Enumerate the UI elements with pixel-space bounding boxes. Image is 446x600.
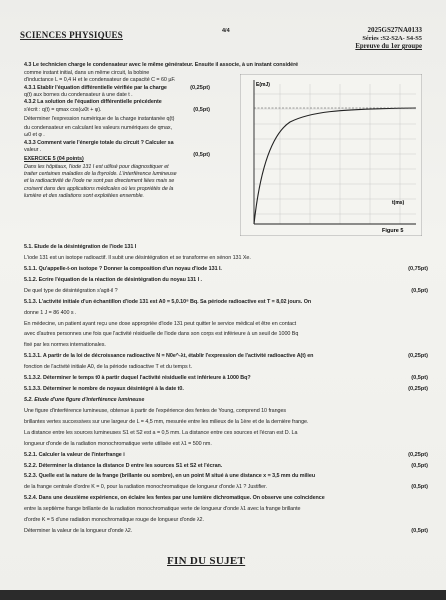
text-line: La distance entre les sources lumineuses S1 et S2 est a = 0,5 mm. La distance entre ces sources et l'écran est D. La <box>24 429 298 436</box>
text-line: s'écrit : q(t) = qmax cos(ω0t + φ). <box>24 107 102 113</box>
text-line: avec d'autres personnes une fois que l'activité résiduelle de l'iode dans son corps est inférieure à un seuil de 1000 Bq <box>24 331 299 338</box>
text-line: 5.2.2. Déterminer la distance la distance D entre les sources S1 et S2 et l'écran. <box>24 462 223 469</box>
text-line: Une figure d'interférence lumineuse, obtenue à partir de l'expérience des fentes de Young, comprend 10 franges <box>24 407 287 414</box>
text-line: 4.3 Le technicien charge le condensateur avec le même générateur. Ensuite il associe, à un instant considéré <box>24 62 299 68</box>
text-line: Déterminer l'expression numérique de la charge instantanée q(t) <box>24 116 175 122</box>
text-line: L'iode 131 est un isotope radioactif. Il subit une désintégration et se transforme en xénon 131 Xe. <box>24 254 251 261</box>
points-value: (0,25pt) <box>408 451 428 458</box>
exam-series: Séries :S2-S2A- S4-S5 <box>362 35 422 42</box>
text-line: 5.2. Etude d'une figure d'interférence lumineuse <box>24 396 145 403</box>
text-line: ω0 et φ . <box>24 132 45 138</box>
text-line: EXERCICE 5 (04 points) <box>24 156 84 162</box>
bottom-bar <box>0 590 446 600</box>
text-line: 5.2.1. Calculer la valeur de l'interfrange i <box>24 451 125 458</box>
points-value: (0,5pt) <box>411 375 428 382</box>
figure-frame <box>240 74 422 236</box>
points-value: (0,5pt) <box>193 107 210 113</box>
text-line: entre la septième frange brillante de la radiation monochromatique verte de longueur d'onde λ1 avec la frange brillante <box>24 506 301 513</box>
text-line: Dans les hôpitaux, l'iode 131 I est utilisé pour diagnostiquer et <box>24 164 169 170</box>
points-value: (0,5pt) <box>411 528 428 534</box>
text-line: brillantes vertes successives sur une largeur de L = 4,5 mm, mesurée entre les milieux de la 1ère et de la dernière frange. <box>24 418 309 425</box>
text-line: de la frange centrale d'ordre K = 0, pour la radiation monochromatique de longueur d'onde λ1 ? Justifier. <box>24 484 267 491</box>
exam-group: Epreuve du 1er groupe <box>355 43 422 50</box>
text-line: comme instant initial, dans un même circuit, la bobine <box>24 70 150 76</box>
points-value: (0,75pt) <box>408 265 428 272</box>
text-line: q(t) aux bornes du condensateur à une date t . <box>24 92 133 98</box>
text-line: longueur d'onde de la radiation monochromatique verte utilisée est λ1 = 500 nm. <box>24 440 212 447</box>
text-line: 5.2.3. Quelle est la nature de la frange (brillante ou sombre), en un point M situé à une distance x = 3,5 mm du milieu <box>24 473 316 480</box>
text-line: du condensateur en calculant les valeurs numériques de qmax, <box>24 125 173 131</box>
text-line: En médecine, un patient ayant reçu une dose appropriée d'iode 131 peut quitter le service médical et être en contact <box>24 320 297 327</box>
exam-code: 2025GS27NA0133 <box>367 26 422 34</box>
text-line: 5.1. Etude de la désintégration de l'iode 131 I <box>24 244 137 250</box>
text-line: 4.3.3 Comment varie l'énergie totale du circuit ? Calculer sa <box>24 140 174 146</box>
text-line: et la radioactivité de l'iode ne sont pas directement liées mais se <box>24 178 175 184</box>
text-line: 5.1.3. L'activité initiale d'un échantillon d'iode 131 est A0 = 5,0.10⁸ Bq. Sa période radioactive est T = 8,02 jours. On <box>24 298 312 305</box>
points-value: (0,25pt) <box>408 353 428 360</box>
text-line: 5.1.3.2. Déterminer le temps t0 à partir duquel l'activité résiduelle est inférieure à 1000 Bq? <box>24 375 251 382</box>
text-line: donne 1 J = 86 400 s . <box>24 309 77 316</box>
energy-curve-figure <box>240 74 422 236</box>
text-line: 5.1.1. Qu'appelle-t-on isotope ? Donner la composition d'un noyau d'iode 131 I. <box>24 265 222 272</box>
points-value: (0,25pt) <box>408 386 428 392</box>
points-value: (0,5pt) <box>193 152 210 158</box>
figure-caption: Figure 5 <box>382 228 404 234</box>
x-axis-label: t(ms) <box>392 200 405 206</box>
text-line: d'inductance L = 0,4 H et le condensateur de capacité C = 60 µF. <box>24 77 176 83</box>
text-line: fonction de l'activité initiale A0, de la période radioactive T et du temps t. <box>24 364 193 371</box>
points-value: (0,5pt) <box>411 287 428 294</box>
text-line: croisent dans des applications médicales où les propriétés de la <box>24 186 174 192</box>
points-value: (0,5pt) <box>411 484 428 491</box>
points-value: (0,25pt) <box>190 85 210 91</box>
end-of-paper: FIN DU SUJET <box>167 555 246 567</box>
subject-title: SCIENCES PHYSIQUES <box>20 30 123 40</box>
y-axis-label: E(mJ) <box>256 82 270 88</box>
page-number: 4/4 <box>222 28 230 34</box>
text-line: d'ordre K = 5 d'une radiation monochromatique rouge de longueur d'onde λ2. <box>24 517 204 524</box>
text-line: 5.1.2. Ecrire l'équation de la réaction de désintégration du noyau 131 I . <box>24 276 202 283</box>
text-line: fixé par les normes internationales. <box>24 342 106 349</box>
text-line: 4.3.1 Etablir l'équation différentielle vérifiée par la charge <box>24 85 167 91</box>
text-line: 5.1.3.3. Déterminer le nombre de noyaux désintégré à la date t0. <box>24 386 184 392</box>
text-line: 5.2.4. Dans une deuxième expérience, on éclaire les fentes par une lumière dichromatique. On observe une coïncidence <box>24 495 325 502</box>
text-line: traiter certaines maladies de la thyroïde. L'interférence lumineuse <box>24 171 177 177</box>
points-value: (0,5pt) <box>411 462 428 469</box>
text-line: De quel type de désintégration s'agit-il ? <box>24 287 118 294</box>
text-line: 5.1.3.1. A partir de la loi de décroissance radioactive N = N0e^-λt, établir l'expression de l'activité radioactive A(t) en <box>24 353 314 360</box>
text-line: lumière et des radiations sont exploitées ensemble. <box>24 193 145 199</box>
text-line: 4.3.2 La solution de l'équation différentielle précédente <box>24 99 162 105</box>
text-line: valeur . <box>24 147 42 153</box>
text-line: Déterminer la valeur de la longueur d'onde λ2. <box>24 528 133 534</box>
